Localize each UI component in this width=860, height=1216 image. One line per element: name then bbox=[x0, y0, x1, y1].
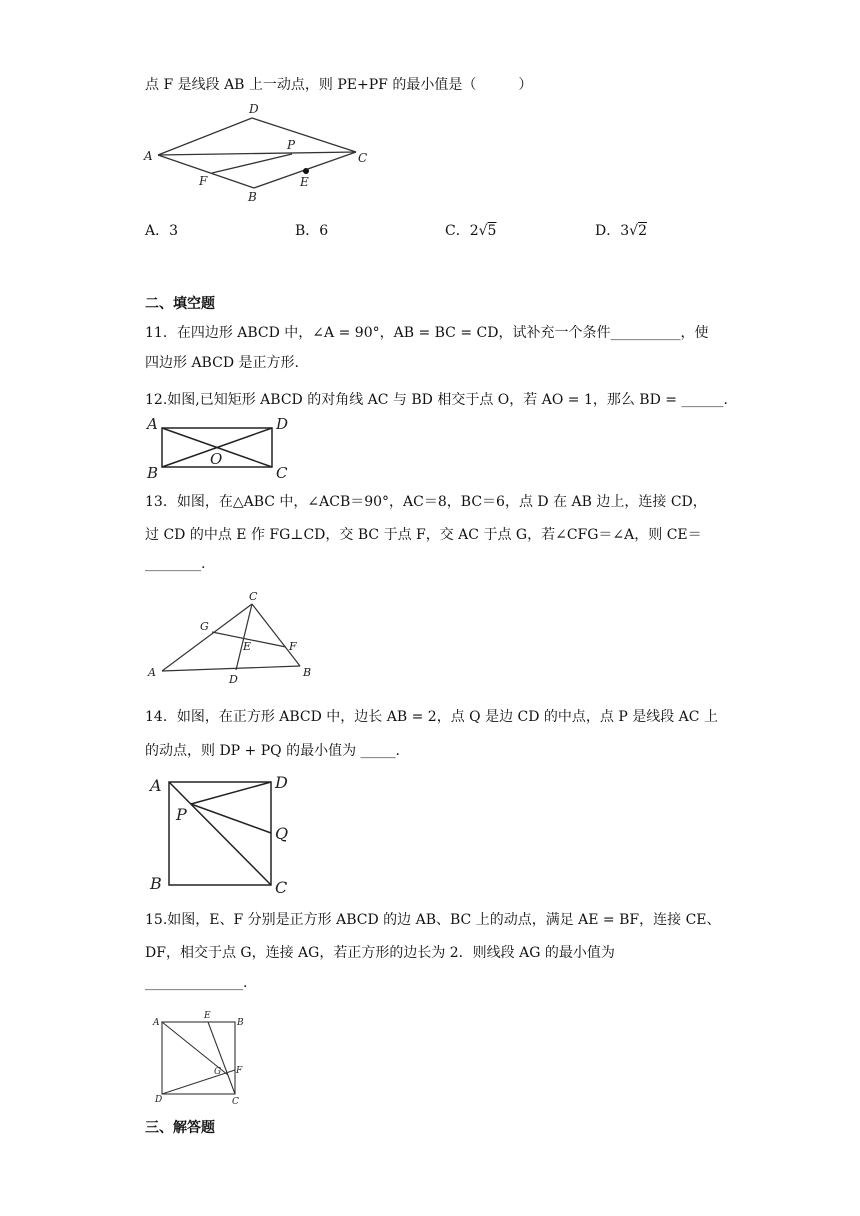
q13-line1: 13．如图，在△ABC 中，∠ACB＝90°，AC＝8，BC＝6，点 D 在 AB 边上，连接 CD， bbox=[145, 494, 707, 510]
label-E: E bbox=[300, 175, 309, 189]
q12-line1: 12.如图,已知矩形 ABCD 的对角线 AC 与 BD 相交于点 O，若 AO = 1，那么 BD = ______. bbox=[145, 392, 728, 408]
segment-EC bbox=[208, 1022, 235, 1094]
label-A: A bbox=[144, 149, 153, 163]
label-A: A bbox=[148, 666, 156, 679]
label-P: P bbox=[176, 805, 187, 824]
label-E: E bbox=[243, 640, 252, 653]
q11-line2: 四边形 ABCD 是正方形. bbox=[145, 355, 299, 371]
q15-line3: ______________. bbox=[145, 975, 248, 991]
label-B: B bbox=[147, 464, 159, 482]
label-C: C bbox=[275, 878, 288, 897]
label-G: G bbox=[200, 620, 209, 633]
label-F: F bbox=[236, 1066, 243, 1076]
q15-line2: DF，相交于点 G，连接 AG，若正方形的边长为 2．则线段 AG 的最小值为 bbox=[145, 945, 615, 961]
label-C: C bbox=[249, 590, 258, 603]
label-C: C bbox=[358, 151, 368, 165]
square-ABCD bbox=[162, 1022, 235, 1094]
q15-line1: 15.如图，E、F 分别是正方形 ABCD 的边 AB、BC 上的动点，满足 AE = BF，连接 CE、 bbox=[145, 912, 721, 928]
option-c-prefix: C．2 bbox=[445, 223, 479, 239]
label-B: B bbox=[303, 666, 312, 679]
q11-line1: 11．在四边形 ABCD 中，∠A = 90°，AB = BC = CD，试补充一个条件__________，使 bbox=[145, 325, 709, 341]
radical-sign: √ bbox=[629, 223, 639, 239]
label-B: B bbox=[248, 190, 257, 204]
option-d-prefix: D．3 bbox=[595, 223, 630, 239]
label-E: E bbox=[204, 1011, 211, 1021]
label-O: O bbox=[210, 450, 223, 468]
label-B: B bbox=[150, 874, 162, 893]
label-B: B bbox=[237, 1018, 244, 1028]
label-A: A bbox=[153, 1018, 160, 1028]
radical-sign: √ bbox=[478, 223, 488, 239]
section-title-fill-in: 二、填空题 bbox=[145, 296, 215, 312]
label-G: G bbox=[214, 1067, 222, 1077]
label-A: A bbox=[150, 776, 162, 795]
label-P: P bbox=[287, 138, 296, 152]
label-D: D bbox=[275, 773, 288, 792]
label-D: D bbox=[249, 102, 259, 116]
label-D: D bbox=[155, 1095, 163, 1105]
q13-line3: ________. bbox=[145, 556, 206, 572]
option-d-radicand: 2 bbox=[638, 223, 647, 239]
label-C: C bbox=[232, 1097, 239, 1107]
label-F: F bbox=[289, 640, 297, 653]
q14-line1: 14．如图，在正方形 ABCD 中，边长 AB = 2，点 Q 是边 CD 的中点，点 P 是线段 AC 上 bbox=[145, 709, 718, 725]
label-D: D bbox=[276, 415, 289, 433]
label-D: D bbox=[229, 673, 238, 686]
label-F: F bbox=[199, 174, 208, 188]
label-A: A bbox=[147, 415, 158, 433]
label-C: C bbox=[276, 464, 288, 482]
option-a: A．3 bbox=[145, 223, 179, 239]
label-Q: Q bbox=[275, 824, 289, 843]
option-c-radicand: 5 bbox=[487, 223, 497, 239]
question-intro-text: 点 F 是线段 AB 上一动点，则 PE+PF 的最小值是（ ） bbox=[145, 77, 533, 93]
q14-line2: 的动点，则 DP + PQ 的最小值为 _____. bbox=[145, 743, 400, 759]
segment-DF bbox=[162, 1070, 235, 1094]
section-title-solve: 三、解答题 bbox=[145, 1120, 215, 1136]
q13-line2: 过 CD 的中点 E 作 FG⊥CD，交 BC 于点 F，交 AC 于点 G，若∠CFG＝∠A，则 CE＝ bbox=[145, 527, 702, 543]
option-b: B．6 bbox=[295, 223, 329, 239]
